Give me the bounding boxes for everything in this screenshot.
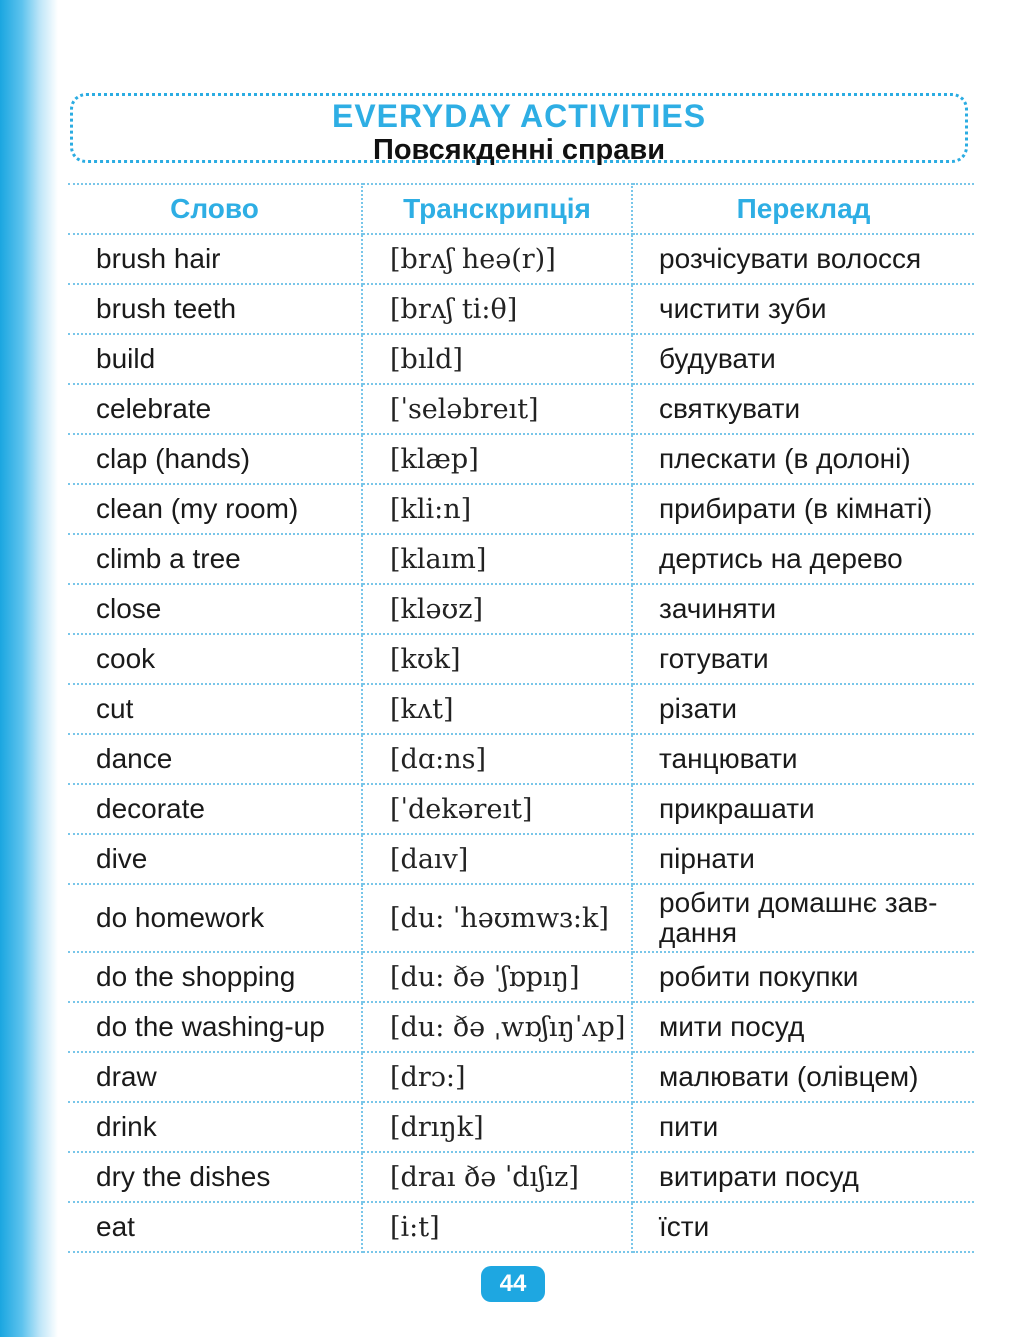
transcription-cell: [kʌt] [362, 684, 632, 734]
table-row [68, 434, 974, 484]
table-row [68, 1002, 974, 1052]
transcription-cell: [du: ˈhəʊmwɜ:k] [362, 884, 632, 952]
transcription-cell: [klaım] [362, 534, 632, 584]
word-cell: do homework [68, 884, 362, 952]
table-row [68, 334, 974, 384]
translation-cell: різати [632, 684, 974, 734]
header-transcription: Транскрипція [362, 184, 632, 234]
translation-cell: їсти [632, 1202, 974, 1252]
translation-cell: мити посуд [632, 1002, 974, 1052]
transcription-cell: [brʌʃ heə(r)] [362, 234, 632, 284]
table-row [68, 384, 974, 434]
translation-cell: будувати [632, 334, 974, 384]
vocabulary-table [68, 183, 974, 1253]
title-ukrainian: Повсякденні справи [372, 134, 666, 166]
word-cell: do the shopping [68, 952, 362, 1002]
word-cell: brush teeth [68, 284, 362, 334]
translation-cell: робити покупки [632, 952, 974, 1002]
translation-cell: святкувати [632, 384, 974, 434]
transcription-cell: [klæp] [362, 434, 632, 484]
translation-cell: готувати [632, 634, 974, 684]
table-row [68, 1202, 974, 1252]
transcription-cell: [dɑ:ns] [362, 734, 632, 784]
table-row [68, 1102, 974, 1152]
translation-cell: дертись на дерево [632, 534, 974, 584]
transcription-cell: [kʊk] [362, 634, 632, 684]
table-row [68, 1052, 974, 1102]
side-stripe [0, 0, 58, 1337]
table-row [68, 784, 974, 834]
transcription-cell: [drıŋk] [362, 1102, 632, 1152]
transcription-cell: [drɔ:] [362, 1052, 632, 1102]
table-row [68, 234, 974, 284]
title-box [70, 93, 968, 166]
transcription-cell: [du: ðə ˈʃɒpıŋ] [362, 952, 632, 1002]
transcription-cell: [i:t] [362, 1202, 632, 1252]
title-english: EVERYDAY ACTIVITIES [331, 98, 707, 134]
transcription-cell: [kləʊz] [362, 584, 632, 634]
table-row [68, 1152, 974, 1202]
translation-cell: чистити зуби [632, 284, 974, 334]
table-row [68, 284, 974, 334]
word-cell: close [68, 584, 362, 634]
transcription-cell: [ˈdekəreıt] [362, 784, 632, 834]
translation-cell: прибирати (в кімнаті) [632, 484, 974, 534]
translation-cell: пити [632, 1102, 974, 1152]
table-row [68, 484, 974, 534]
table-body [68, 234, 974, 1252]
table-row [68, 952, 974, 1002]
transcription-cell: [brʌʃ ti:θ] [362, 284, 632, 334]
transcription-cell: [draı ðə ˈdıʃız] [362, 1152, 632, 1202]
transcription-cell: [bıld] [362, 334, 632, 384]
word-cell: dance [68, 734, 362, 784]
transcription-cell: [ˈseləbreıt] [362, 384, 632, 434]
word-cell: decorate [68, 784, 362, 834]
table-row [68, 734, 974, 784]
word-cell: cut [68, 684, 362, 734]
header-translation: Переклад [632, 184, 974, 234]
transcription-cell: [kli:n] [362, 484, 632, 534]
word-cell: dive [68, 834, 362, 884]
translation-cell: прикрашати [632, 784, 974, 834]
word-cell: clean (my room) [68, 484, 362, 534]
word-cell: brush hair [68, 234, 362, 284]
header-word: Слово [68, 184, 362, 234]
word-cell: clap (hands) [68, 434, 362, 484]
transcription-cell: [du: ðə ˌwɒʃıŋˈʌp] [362, 1002, 632, 1052]
table-row [68, 684, 974, 734]
translation-cell: плескати (в долоні) [632, 434, 974, 484]
translation-cell: танцювати [632, 734, 974, 784]
translation-cell: витирати посуд [632, 1152, 974, 1202]
page-number: 44 [481, 1266, 545, 1302]
translation-cell: пірнати [632, 834, 974, 884]
table-row [68, 584, 974, 634]
word-cell: celebrate [68, 384, 362, 434]
word-cell: climb a tree [68, 534, 362, 584]
word-cell: dry the dishes [68, 1152, 362, 1202]
translation-cell: робити домашнє зав-дання [632, 884, 974, 952]
word-cell: draw [68, 1052, 362, 1102]
word-cell: cook [68, 634, 362, 684]
word-cell: drink [68, 1102, 362, 1152]
table-row [68, 834, 974, 884]
table-row [68, 884, 974, 952]
table-row [68, 534, 974, 584]
translation-cell: зачиняти [632, 584, 974, 634]
word-cell: do the washing-up [68, 1002, 362, 1052]
table-header-row [68, 184, 974, 234]
table-row [68, 634, 974, 684]
word-cell: build [68, 334, 362, 384]
transcription-cell: [daıv] [362, 834, 632, 884]
translation-cell: малювати (олівцем) [632, 1052, 974, 1102]
translation-cell: розчісувати волосся [632, 234, 974, 284]
word-cell: eat [68, 1202, 362, 1252]
